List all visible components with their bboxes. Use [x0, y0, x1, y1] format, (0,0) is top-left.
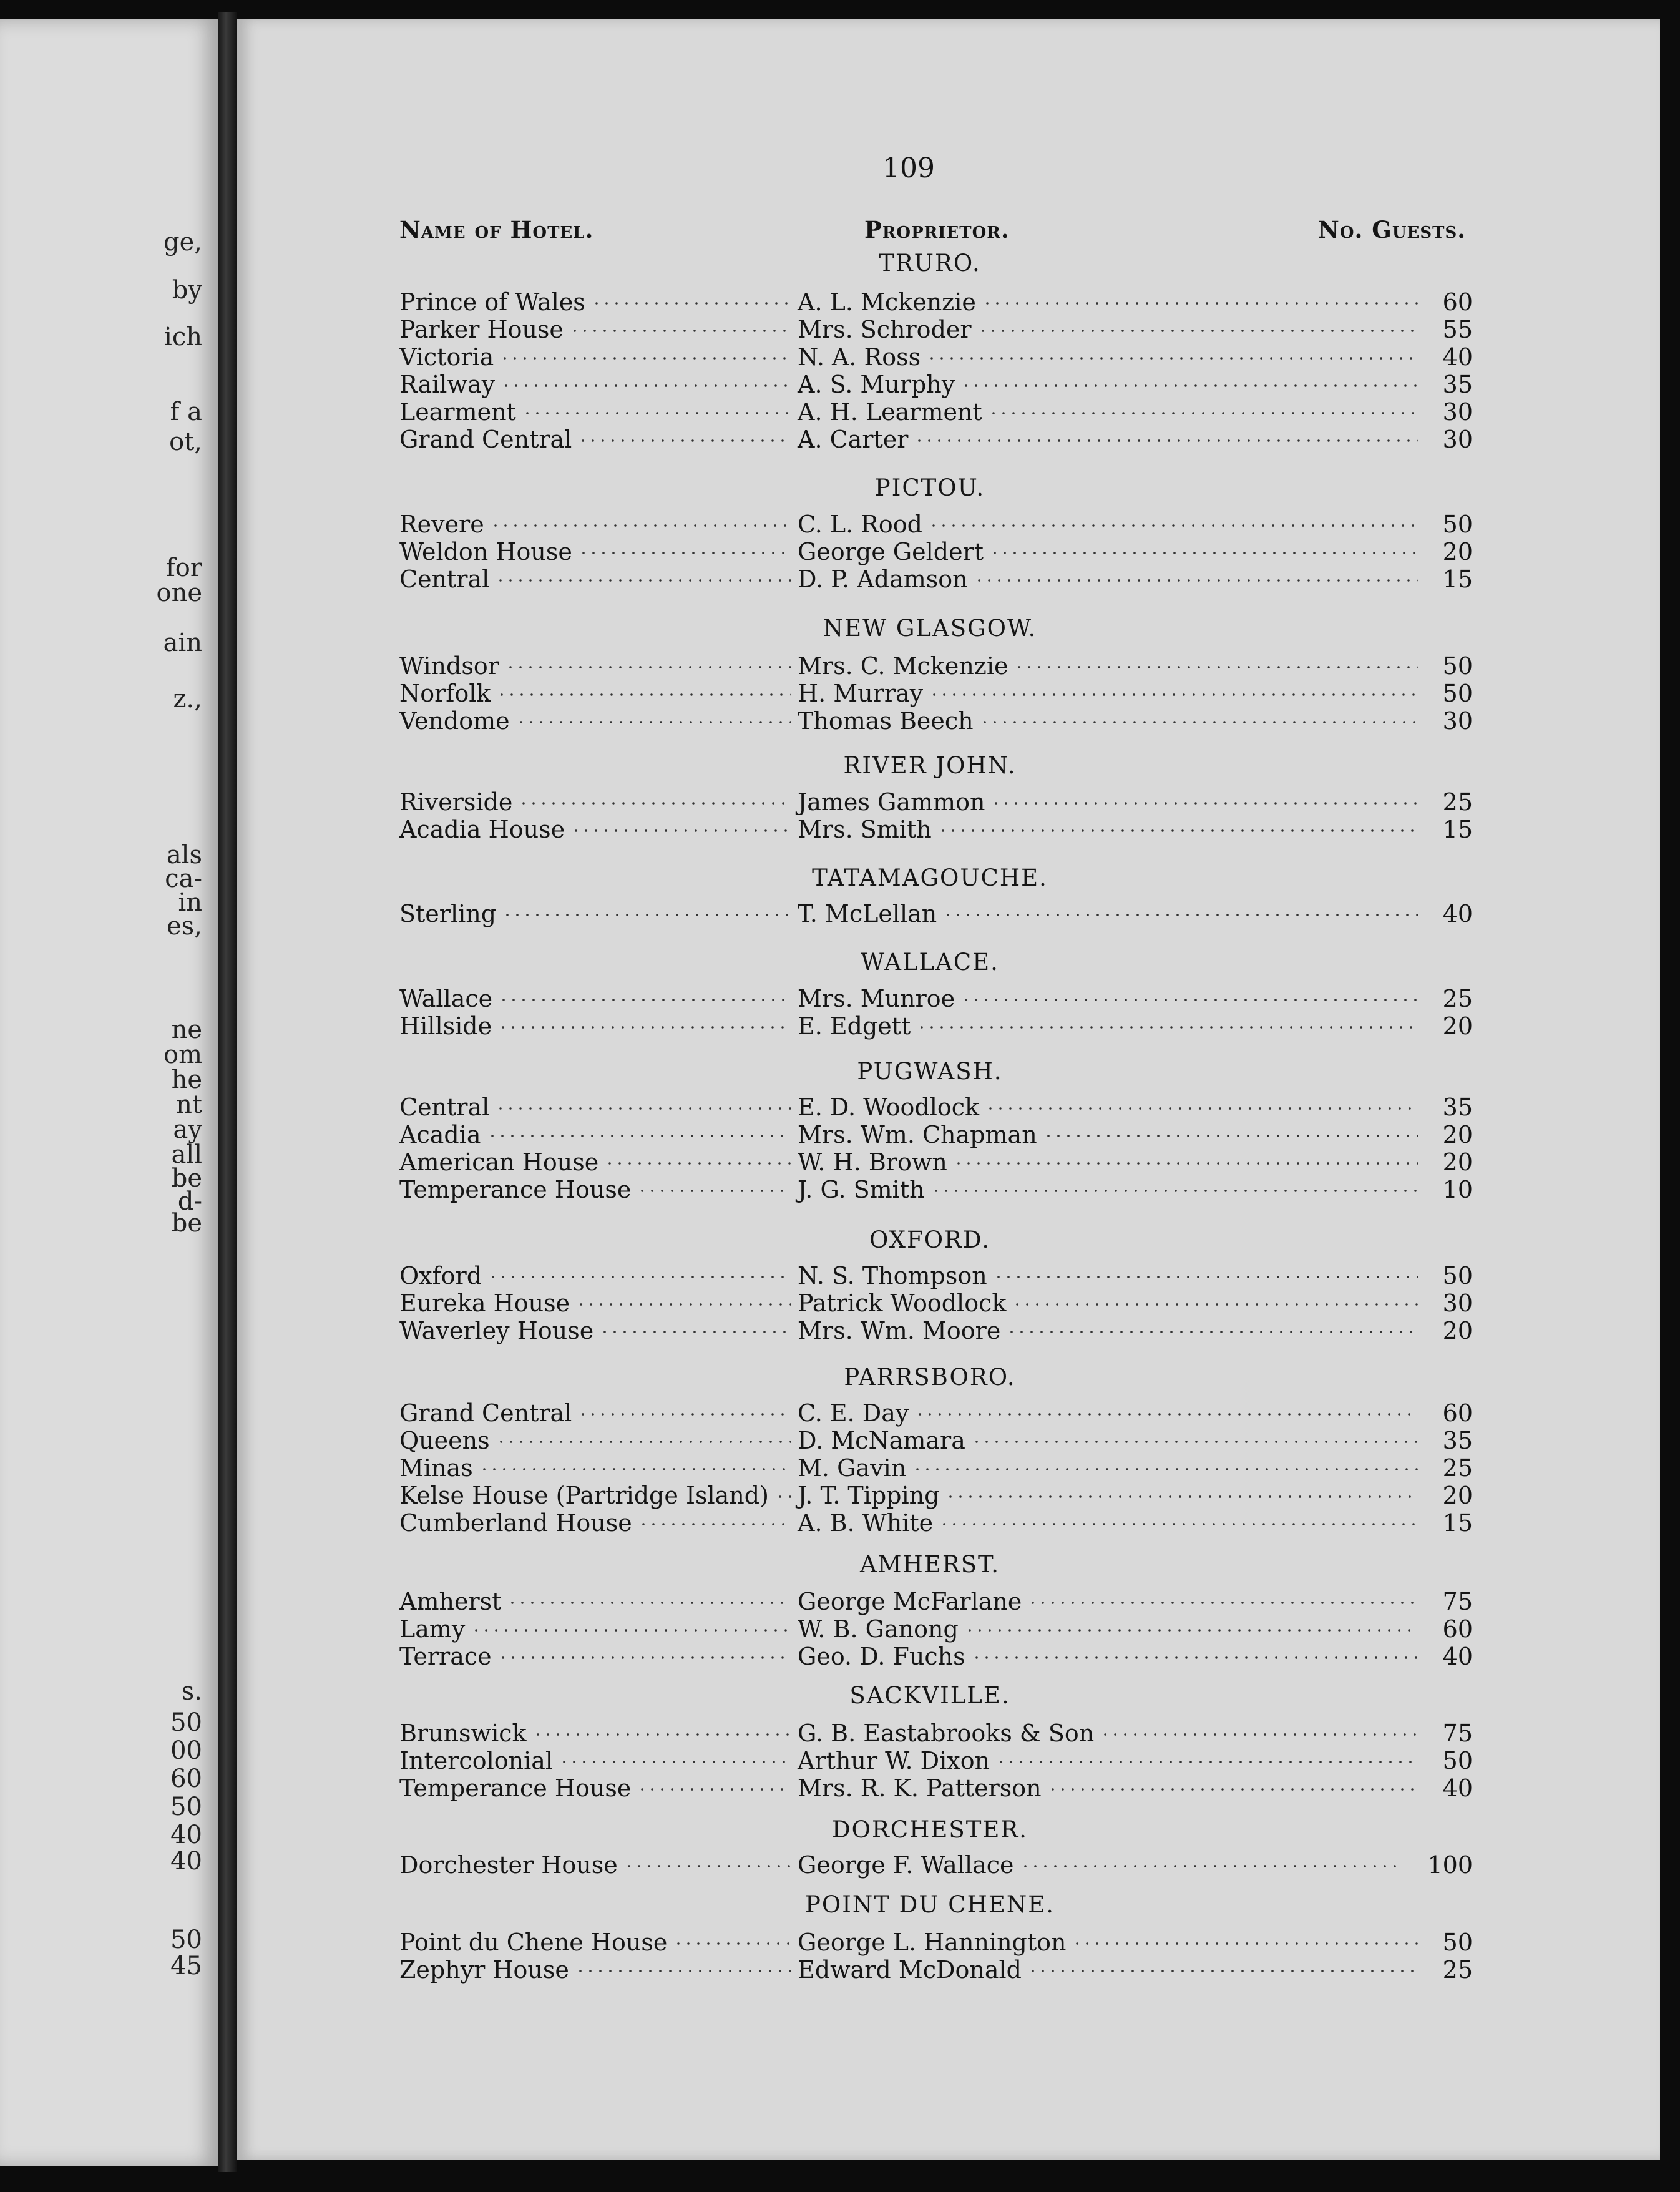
proprietor-name: D. P. Adamson	[798, 565, 968, 593]
dot-leader	[1012, 1303, 1417, 1306]
hotel-name: Temperance House	[399, 1176, 632, 1203]
column-header-hotel: Name of Hotel.	[399, 216, 594, 243]
dot-leader	[575, 1970, 791, 1972]
margin-fragment: d-	[177, 1187, 202, 1216]
dot-leader	[637, 1788, 791, 1791]
dot-leader	[600, 1331, 791, 1333]
guest-count: 30	[1442, 398, 1473, 426]
hotel-row	[399, 1509, 1473, 1537]
proprietor-name: N. S. Thompson	[798, 1262, 987, 1289]
hotel-row	[399, 1094, 1473, 1121]
guest-count: 15	[1442, 565, 1473, 593]
margin-fragment: ne	[171, 1015, 202, 1044]
dot-leader	[1043, 1135, 1418, 1137]
proprietor-name: E. Edgett	[798, 1012, 911, 1040]
proprietor-name: G. B. Eastabrooks & Son	[798, 1720, 1095, 1747]
guest-count: 30	[1442, 707, 1473, 735]
margin-fragment: nt	[176, 1090, 202, 1119]
town-heading: DORCHESTER.	[831, 1816, 1028, 1843]
hotel-row	[399, 343, 1473, 371]
guest-count: 10	[1442, 1176, 1473, 1203]
town-heading: PARRSBORO.	[844, 1364, 1016, 1391]
dot-leader	[978, 330, 1418, 332]
hotel-row	[399, 1929, 1473, 1956]
hotel-row	[399, 1588, 1473, 1615]
hotel-row	[399, 1747, 1473, 1774]
page-number: 109	[882, 152, 935, 184]
margin-fragment: 45	[170, 1952, 202, 1980]
hotel-row	[399, 538, 1473, 565]
dot-leader	[578, 1413, 791, 1416]
dot-leader	[961, 999, 1418, 1001]
guest-count: 40	[1442, 1643, 1473, 1670]
hotel-name: Victoria	[399, 343, 494, 371]
margin-fragment: in	[178, 888, 202, 917]
town-heading: PICTOU.	[874, 474, 985, 501]
dot-leader	[775, 1495, 791, 1498]
dot-leader	[499, 999, 791, 1001]
hotel-row	[399, 1454, 1473, 1482]
dot-leader	[498, 1656, 791, 1659]
dot-leader	[571, 829, 791, 832]
guest-count: 25	[1442, 1956, 1473, 1984]
guest-count: 20	[1442, 1482, 1473, 1509]
margin-fragment: one	[156, 579, 202, 607]
hotel-name: Norfolk	[399, 680, 491, 707]
hotel-row	[399, 985, 1473, 1012]
hotel-row	[399, 680, 1473, 707]
margin-fragment: be	[171, 1164, 202, 1193]
proprietor-name: C. L. Rood	[798, 511, 922, 538]
hotel-name: Zephyr House	[399, 1956, 569, 1984]
proprietor-name: C. E. Day	[798, 1399, 909, 1427]
margin-fragment: f a	[170, 398, 202, 426]
dot-leader	[505, 666, 791, 668]
hotel-row	[399, 288, 1473, 316]
dot-leader	[501, 384, 791, 387]
dot-leader	[938, 829, 1418, 832]
dot-leader	[990, 552, 1418, 554]
hotel-name: Acadia	[399, 1121, 481, 1148]
hotel-row	[399, 1317, 1473, 1344]
town-heading: PUGWASH.	[857, 1058, 1003, 1085]
proprietor-name: E. D. Woodlock	[798, 1094, 980, 1121]
dot-leader	[559, 1761, 791, 1763]
proprietor-name: A. S. Murphy	[798, 371, 955, 398]
proprietor-name: Geo. D. Fuchs	[798, 1643, 965, 1670]
dot-leader	[1100, 1733, 1417, 1736]
dot-leader	[638, 1523, 791, 1525]
proprietor-name: Mrs. Wm. Moore	[798, 1317, 1001, 1344]
dot-leader	[624, 1865, 791, 1867]
proprietor-name: George L. Hannington	[798, 1929, 1067, 1956]
hotel-row	[399, 1427, 1473, 1454]
margin-fragment: ca-	[165, 864, 202, 893]
proprietor-name: Arthur W. Dixon	[798, 1747, 990, 1774]
hotel-row	[399, 1774, 1473, 1802]
hotel-row	[399, 1121, 1473, 1148]
margin-fragment: z.,	[173, 685, 202, 713]
proprietor-name: W. H. Brown	[798, 1148, 947, 1176]
dot-leader	[502, 914, 791, 916]
dot-leader	[605, 1162, 791, 1165]
dot-leader	[496, 1441, 791, 1443]
proprietor-name: J. T. Tipping	[798, 1482, 940, 1509]
hotel-name: Eureka House	[399, 1289, 570, 1317]
margin-fragment: 60	[170, 1764, 202, 1793]
hotel-row	[399, 652, 1473, 680]
proprietor-name: James Gammon	[798, 788, 985, 816]
hotel-row	[399, 1851, 1473, 1879]
dot-leader	[914, 439, 1417, 442]
hotel-name: Grand Central	[399, 426, 572, 453]
hotel-name: Acadia House	[399, 816, 565, 843]
proprietor-name: N. A. Ross	[798, 343, 921, 371]
margin-fragment: 40	[170, 1821, 202, 1849]
dot-leader	[578, 439, 791, 442]
hotel-name: Brunswick	[399, 1720, 527, 1747]
guest-count: 50	[1442, 1747, 1473, 1774]
margin-fragment: all	[171, 1140, 202, 1169]
column-header-proprietor: Proprietor.	[864, 216, 1010, 243]
hotel-row	[399, 1956, 1473, 1984]
proprietor-name: Mrs. Munroe	[798, 985, 955, 1012]
guest-count: 60	[1442, 1399, 1473, 1427]
dot-leader	[991, 802, 1417, 805]
town-heading: NEW GLASGOW.	[823, 615, 1037, 642]
dot-leader	[1028, 1602, 1417, 1604]
dot-leader	[496, 579, 791, 582]
proprietor-name: George Geldert	[798, 538, 984, 565]
hotel-name: Queens	[399, 1427, 490, 1454]
proprietor-name: W. B. Ganong	[798, 1615, 959, 1643]
guest-count: 15	[1442, 1509, 1473, 1537]
hotel-name: Dorchester House	[399, 1851, 618, 1879]
margin-fragment: for	[165, 554, 202, 582]
hotel-row	[399, 316, 1473, 343]
dot-leader	[497, 693, 791, 696]
hotel-name: Point du Chene House	[399, 1929, 668, 1956]
dot-leader	[972, 1656, 1418, 1659]
proprietor-name: A. Carter	[798, 426, 909, 453]
dot-leader	[491, 524, 791, 527]
proprietor-name: Mrs. R. K. Patterson	[798, 1774, 1042, 1802]
dot-leader	[943, 914, 1417, 916]
dot-leader	[592, 302, 791, 305]
hotel-name: Central	[399, 1094, 490, 1121]
hotel-row	[399, 511, 1473, 538]
hotel-name: Sterling	[399, 900, 497, 927]
guest-count: 25	[1442, 788, 1473, 816]
hotel-row	[399, 1720, 1473, 1747]
hotel-name: Wallace	[399, 985, 493, 1012]
dot-leader	[533, 1733, 791, 1736]
margin-fragment: 50	[170, 1708, 202, 1737]
proprietor-name: D. McNamara	[798, 1427, 965, 1454]
dot-leader	[1014, 666, 1417, 668]
dot-leader	[487, 1135, 791, 1137]
margin-fragment: 50	[170, 1925, 202, 1954]
guest-count: 50	[1442, 1929, 1473, 1956]
hotel-name: Prince of Wales	[399, 288, 585, 316]
hotel-name: Oxford	[399, 1262, 482, 1289]
guest-count: 25	[1442, 985, 1473, 1012]
hotel-row	[399, 788, 1473, 816]
margin-fragment: ay	[173, 1115, 202, 1144]
hotel-name: Vendome	[399, 707, 510, 735]
hotel-name: Waverley House	[399, 1317, 594, 1344]
dot-leader	[673, 1942, 791, 1945]
dot-leader	[929, 693, 1418, 696]
hotel-row	[399, 565, 1473, 593]
proprietor-name: A. B. White	[798, 1509, 934, 1537]
margin-fragment: ot,	[169, 428, 202, 456]
margin-fragment: es,	[167, 912, 202, 941]
hotel-name: Amherst	[399, 1588, 502, 1615]
margin-fragment: by	[172, 276, 202, 305]
hotel-name: Revere	[399, 511, 484, 538]
margin-fragment: ich	[164, 323, 202, 351]
dot-leader	[982, 302, 1418, 305]
guest-count: 40	[1442, 1774, 1473, 1802]
hotel-row	[399, 1012, 1473, 1040]
dot-leader	[954, 1162, 1418, 1165]
guest-count: 15	[1442, 816, 1473, 843]
guest-count: 40	[1442, 343, 1473, 371]
dot-leader	[965, 1629, 1418, 1632]
hotel-name: Railway	[399, 371, 496, 398]
proprietor-name: H. Murray	[798, 680, 924, 707]
town-heading: OXFORD.	[869, 1226, 990, 1253]
hotel-name: Learment	[399, 398, 516, 426]
dot-leader	[479, 1468, 791, 1470]
hotel-name: Terrace	[399, 1643, 492, 1670]
guest-count: 100	[1427, 1851, 1473, 1879]
dot-leader	[637, 1190, 791, 1192]
town-heading: WALLACE.	[861, 949, 999, 976]
hotel-name: Parker House	[399, 316, 564, 343]
hotel-name: Central	[399, 565, 490, 593]
town-heading: AMHERST.	[859, 1551, 1000, 1578]
proprietor-name: T. McLellan	[798, 900, 937, 927]
hotel-name: Weldon House	[399, 538, 572, 565]
margin-fragment: 50	[170, 1793, 202, 1821]
guest-count: 30	[1442, 426, 1473, 453]
dot-leader	[522, 412, 791, 414]
dot-leader	[927, 357, 1418, 360]
guest-count: 60	[1442, 288, 1473, 316]
guest-count: 40	[1442, 900, 1473, 927]
hotel-name: Cumberland House	[399, 1509, 632, 1537]
dot-leader	[985, 1107, 1418, 1110]
margin-fragment: ain	[163, 629, 202, 657]
dot-leader	[1072, 1942, 1417, 1945]
proprietor-name: George McFarlane	[798, 1588, 1022, 1615]
dot-leader	[570, 330, 791, 332]
margin-fragment: als	[166, 841, 202, 869]
hotel-name: Temperance House	[399, 1774, 632, 1802]
hotel-name: American House	[399, 1148, 599, 1176]
guest-count: 35	[1442, 1427, 1473, 1454]
dot-leader	[1007, 1331, 1417, 1333]
proprietor-name: Mrs. Schroder	[798, 316, 972, 343]
dot-leader	[996, 1761, 1418, 1763]
hotel-name: Riverside	[399, 788, 513, 816]
dot-leader	[961, 384, 1417, 387]
proprietor-name: Thomas Beech	[798, 707, 974, 735]
guest-count: 20	[1442, 1148, 1473, 1176]
hotel-row	[399, 707, 1473, 735]
proprietor-name: A. H. Learment	[798, 398, 982, 426]
margin-fragment: ge,	[164, 228, 202, 257]
guest-count: 75	[1442, 1720, 1473, 1747]
book-spine	[218, 12, 237, 2172]
dot-leader	[929, 524, 1418, 527]
dot-leader	[516, 721, 791, 723]
margin-fragment: 00	[170, 1736, 202, 1765]
guest-count: 50	[1442, 652, 1473, 680]
dot-leader	[974, 579, 1418, 582]
proprietor-name: Mrs. Smith	[798, 816, 932, 843]
dot-leader	[498, 1026, 791, 1029]
proprietor-name: George F. Wallace	[798, 1851, 1014, 1879]
town-heading: TATAMAGOUCHE.	[812, 864, 1048, 891]
guest-count: 20	[1442, 1121, 1473, 1148]
town-heading: SACKVILLE.	[849, 1682, 1010, 1709]
guest-count: 50	[1442, 680, 1473, 707]
proprietor-name: Patrick Woodlock	[798, 1289, 1007, 1317]
hotel-row	[399, 816, 1473, 843]
guest-count: 50	[1442, 511, 1473, 538]
dot-leader	[471, 1629, 791, 1632]
hotel-name: Kelse House (Partridge Island)	[399, 1482, 769, 1509]
hotel-row	[399, 371, 1473, 398]
dot-leader	[994, 1276, 1418, 1278]
margin-fragment: he	[171, 1065, 202, 1094]
dot-leader	[939, 1523, 1418, 1525]
guest-count: 20	[1442, 1317, 1473, 1344]
guest-count: 55	[1442, 316, 1473, 343]
dot-leader	[519, 802, 791, 805]
dot-leader	[496, 1107, 791, 1110]
margin-fragment: be	[171, 1209, 202, 1238]
town-heading: POINT DU CHENE.	[805, 1891, 1055, 1918]
hotel-row	[399, 1289, 1473, 1317]
dot-leader	[915, 1413, 1417, 1416]
hotel-row	[399, 1615, 1473, 1643]
guest-count: 25	[1442, 1454, 1473, 1482]
guest-count: 20	[1442, 538, 1473, 565]
proprietor-name: M. Gavin	[798, 1454, 907, 1482]
hotel-row	[399, 1482, 1473, 1509]
dot-leader	[576, 1303, 791, 1306]
guest-count: 60	[1442, 1615, 1473, 1643]
guest-count: 20	[1442, 1012, 1473, 1040]
hotel-row	[399, 1643, 1473, 1670]
dot-leader	[989, 412, 1418, 414]
town-heading: RIVER JOHN.	[843, 752, 1017, 779]
margin-fragment: 40	[170, 1847, 202, 1876]
dot-leader	[931, 1190, 1418, 1192]
hotel-row	[399, 1262, 1473, 1289]
hotel-name: Grand Central	[399, 1399, 572, 1427]
hotel-row	[399, 398, 1473, 426]
town-heading: TRURO.	[879, 250, 981, 276]
guest-count: 35	[1442, 1094, 1473, 1121]
dot-leader	[980, 721, 1418, 723]
dot-leader	[579, 552, 791, 554]
dot-leader	[917, 1026, 1417, 1029]
hotel-name: Hillside	[399, 1012, 492, 1040]
margin-fragment: om	[163, 1040, 202, 1069]
dot-leader	[1020, 1865, 1403, 1867]
guest-count: 50	[1442, 1262, 1473, 1289]
proprietor-name: A. L. Mckenzie	[798, 288, 976, 316]
dot-leader	[1028, 1970, 1418, 1972]
column-header-guests: No. Guests.	[1318, 216, 1467, 243]
dot-leader	[945, 1495, 1417, 1498]
dot-leader	[1048, 1788, 1418, 1791]
proprietor-name: J. G. Smith	[798, 1176, 925, 1203]
dot-leader	[488, 1276, 791, 1278]
hotel-row	[399, 900, 1473, 927]
proprietor-name: Edward McDonald	[798, 1956, 1022, 1984]
hotel-row	[399, 426, 1473, 453]
guest-count: 30	[1442, 1289, 1473, 1317]
dot-leader	[500, 357, 791, 360]
dot-leader	[507, 1602, 791, 1604]
hotel-row	[399, 1148, 1473, 1176]
hotel-name: Minas	[399, 1454, 473, 1482]
proprietor-name: Mrs. C. Mckenzie	[798, 652, 1008, 680]
guest-count: 35	[1442, 371, 1473, 398]
guest-count: 75	[1442, 1588, 1473, 1615]
dot-leader	[972, 1441, 1418, 1443]
hotel-row	[399, 1176, 1473, 1203]
margin-fragment: s.	[181, 1677, 202, 1706]
proprietor-name: Mrs. Wm. Chapman	[798, 1121, 1037, 1148]
hotel-name: Intercolonial	[399, 1747, 554, 1774]
hotel-name: Windsor	[399, 652, 499, 680]
dot-leader	[912, 1468, 1417, 1470]
hotel-row	[399, 1399, 1473, 1427]
hotel-name: Lamy	[399, 1615, 466, 1643]
